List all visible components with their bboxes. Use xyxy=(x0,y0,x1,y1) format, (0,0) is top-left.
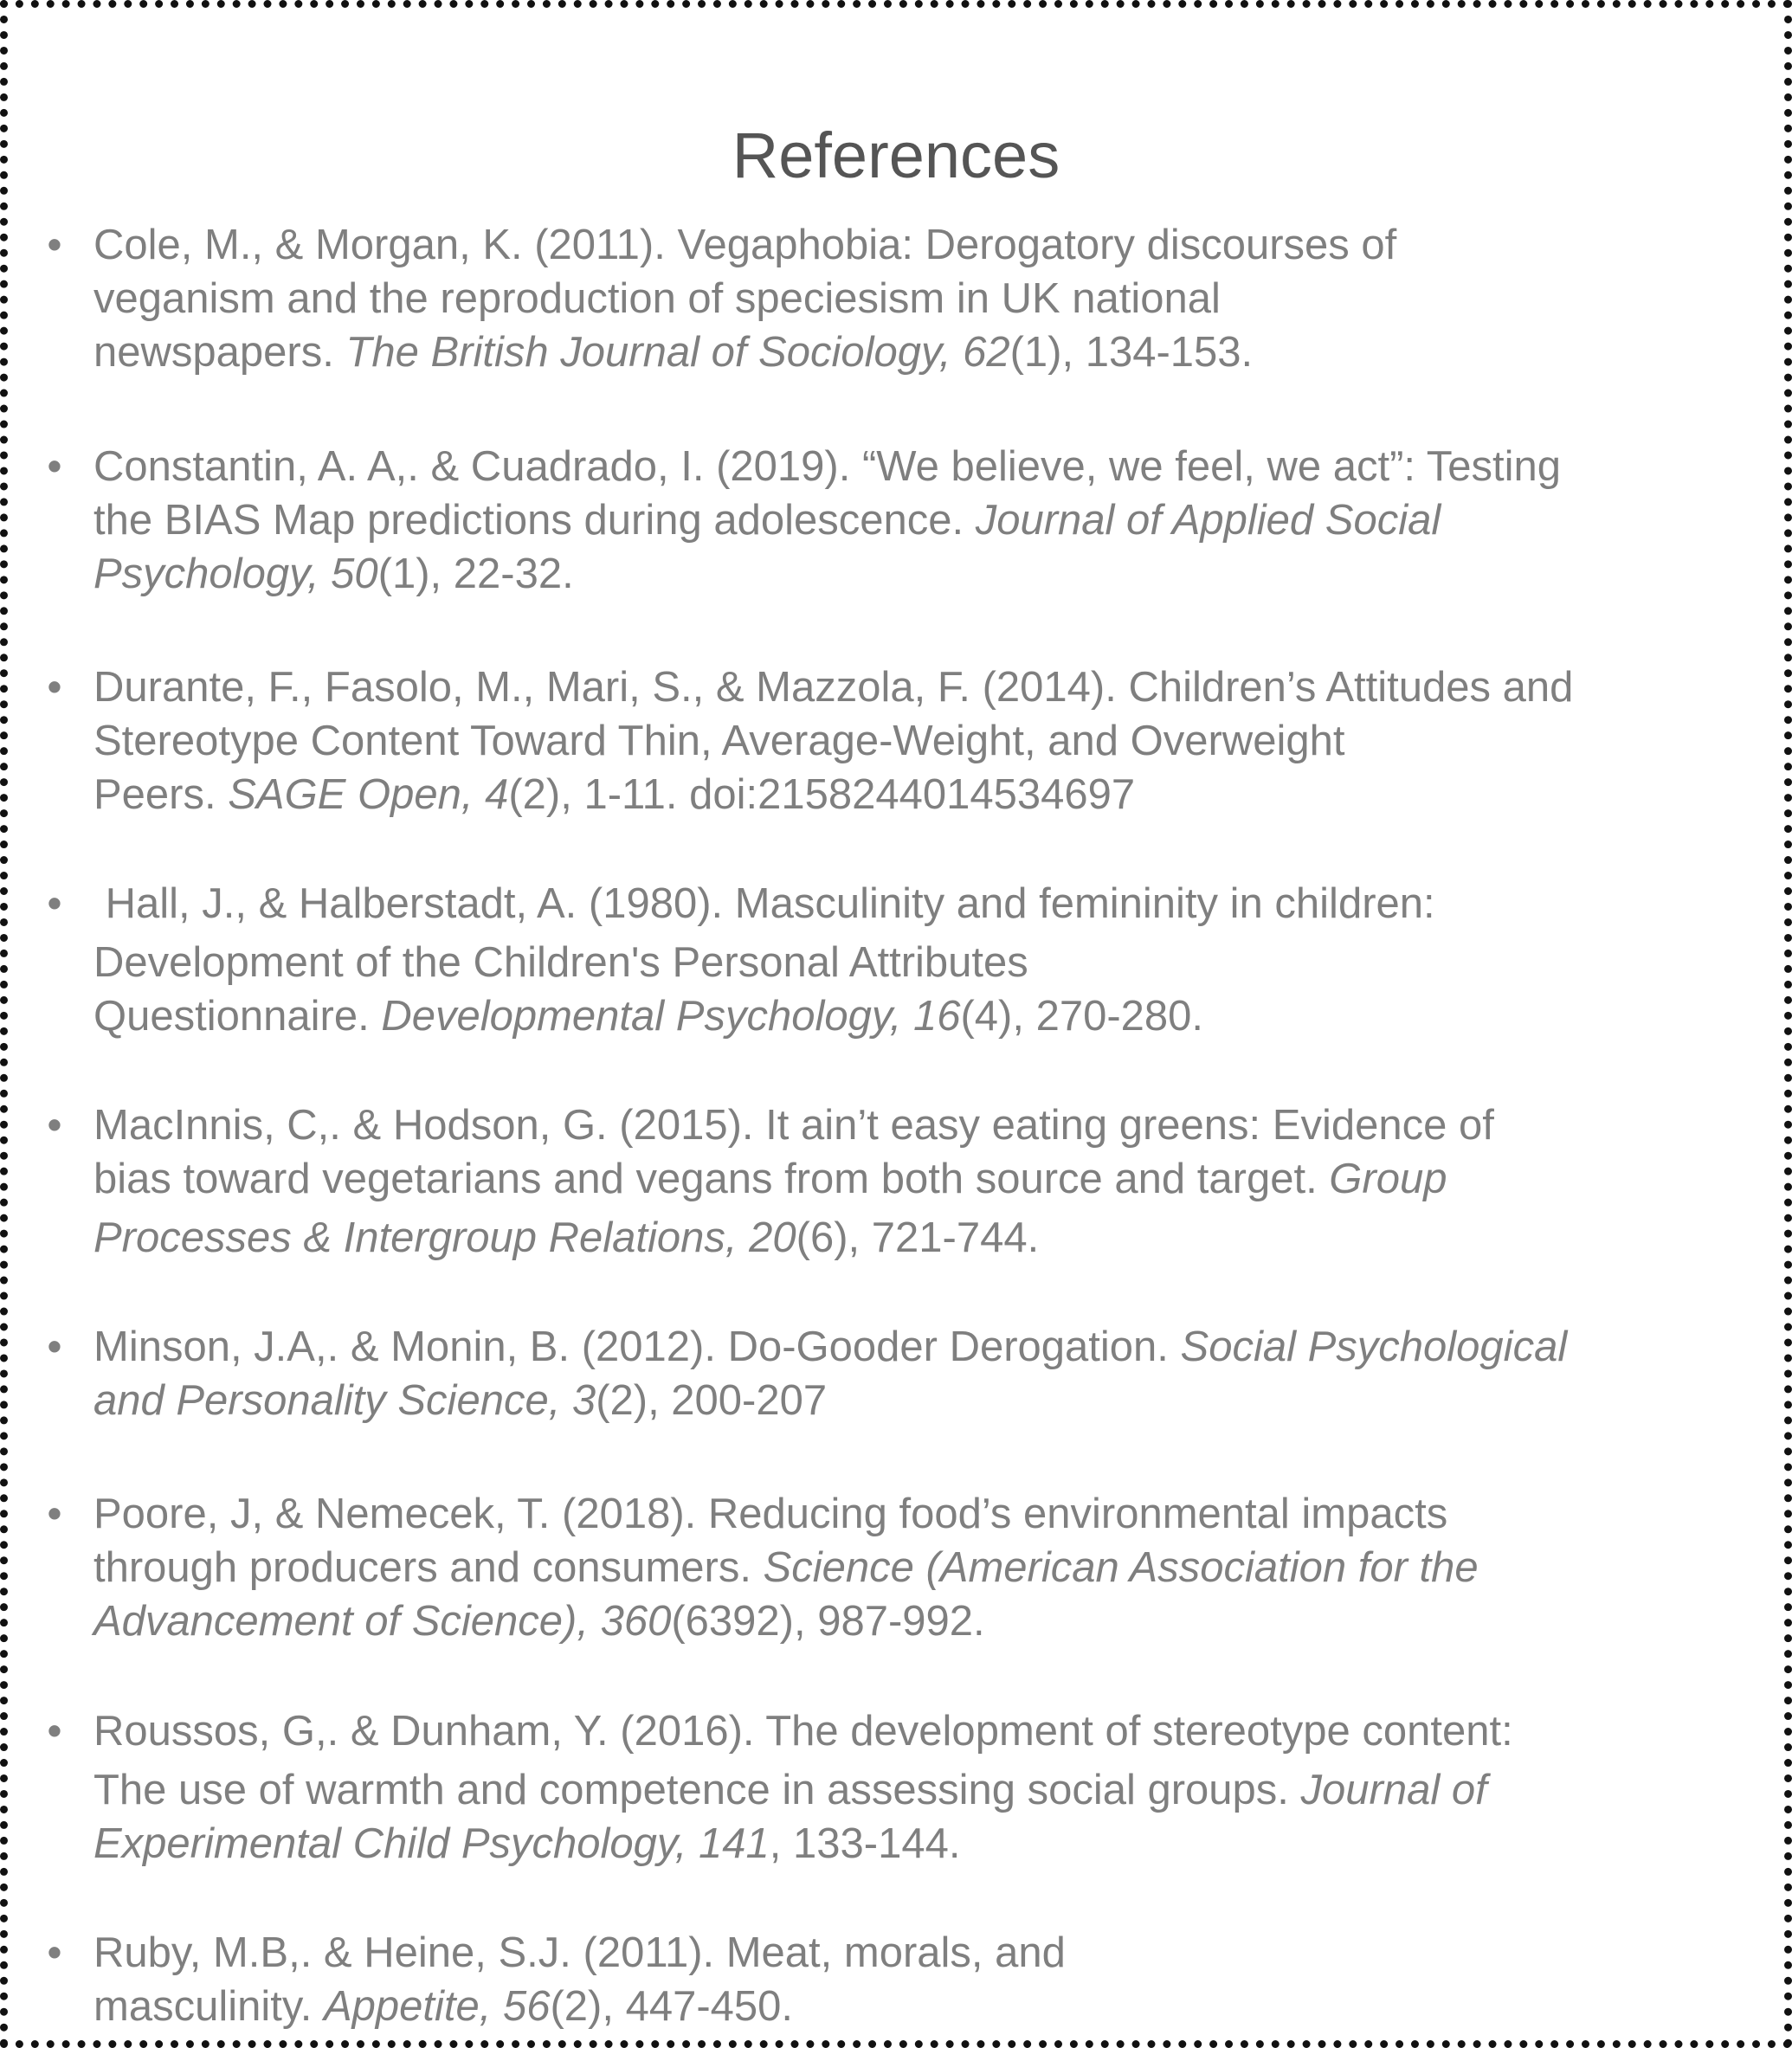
reference-line: Questionnaire. Developmental Psychology, 16(4), 270-280. xyxy=(93,993,1204,1040)
list-item xyxy=(47,218,1764,379)
reference-line: newspapers. The British Journal of Sociology, 62(1), 134-153. xyxy=(93,329,1254,376)
reference-line: Processes & Intergroup Relations, 20(6), 721-744. xyxy=(93,1214,1040,1261)
reference-line: Stereotype Content Toward Thin, Average-Weight, and Overweight xyxy=(93,718,1345,764)
list-item xyxy=(47,1487,1764,1648)
reference-line: MacInnis, C,. & Hodson, G. (2015). It ain’t easy eating greens: Evidence of xyxy=(93,1102,1494,1149)
reference-line: Advancement of Science), 360(6392), 987-992. xyxy=(93,1598,985,1645)
journal-title: Experimental Child Psychology, 141 xyxy=(93,1820,770,1867)
reference-line: Development of the Children's Personal Attributes xyxy=(93,939,1028,986)
list-item xyxy=(47,1098,1764,1265)
list-item xyxy=(47,1926,1764,2033)
reference-line: Cole, M., & Morgan, K. (2011). Vegaphobia: Derogatory discourses of xyxy=(93,222,1397,268)
journal-title: SAGE Open, 4 xyxy=(228,771,509,818)
list-item xyxy=(47,660,1764,821)
reference-line: veganism and the reproduction of speciesism in UK national xyxy=(93,275,1221,322)
reference-line: Hall, J., & Halberstadt, A. (1980). Masculinity and femininity in children: xyxy=(93,880,1435,927)
journal-title: Science (American Association for the xyxy=(763,1544,1479,1591)
bullet-icon: • xyxy=(47,1491,62,1537)
reference-line: Psychology, 50(1), 22-32. xyxy=(93,551,574,597)
list-item xyxy=(47,440,1764,601)
reference-line: Durante, F., Fasolo, M., Mari, S., & Mazzola, F. (2014). Children’s Attitudes and xyxy=(93,664,1574,711)
bullet-icon: • xyxy=(47,443,62,490)
reference-line: Poore, J, & Nemecek, T. (2018). Reducing food’s environmental impacts xyxy=(93,1491,1448,1537)
reference-line: Peers. SAGE Open, 4(2), 1-11. doi:2158244014534697 xyxy=(93,771,1136,818)
journal-title: Processes & Intergroup Relations, 20 xyxy=(93,1214,796,1261)
reference-line: Roussos, G,. & Dunham, Y. (2016). The development of stereotype content: xyxy=(93,1708,1513,1755)
reference-line: through producers and consumers. Science (American Association for the xyxy=(93,1544,1479,1591)
bullet-icon: • xyxy=(47,664,62,711)
journal-title: The British Journal of Sociology, 62 xyxy=(345,329,1010,376)
bullet-icon: • xyxy=(47,1323,62,1370)
reference-line: Constantin, A. A,. & Cuadrado, I. (2019). “We believe, we feel, we act”: Testing xyxy=(93,443,1562,490)
bullet-icon: • xyxy=(47,1102,62,1149)
journal-title: Group xyxy=(1329,1156,1447,1202)
reference-line: masculinity. Appetite, 56(2), 447-450. xyxy=(93,1983,794,2030)
journal-title: Developmental Psychology, 16 xyxy=(381,993,961,1040)
journal-title: Journal of xyxy=(1300,1767,1487,1813)
journal-title: and Personality Science, 3 xyxy=(93,1377,596,1424)
reference-line: and Personality Science, 3(2), 200-207 xyxy=(93,1377,828,1424)
bullet-icon: • xyxy=(47,1708,62,1755)
page-title: References xyxy=(732,119,1060,191)
journal-title: Psychology, 50 xyxy=(93,551,378,597)
reference-line: The use of warmth and competence in assessing social groups. Journal of xyxy=(93,1767,1487,1813)
journal-title: Advancement of Science), 360 xyxy=(93,1598,672,1645)
reference-line: the BIAS Map predictions during adolescence. Journal of Applied Social xyxy=(93,497,1441,544)
reference-line: bias toward vegetarians and vegans from both source and target. Group xyxy=(93,1156,1447,1202)
reference-line: Experimental Child Psychology, 141, 133-144. xyxy=(93,1820,961,1867)
list-item xyxy=(47,1320,1764,1427)
bullet-icon: • xyxy=(47,222,62,268)
list-item xyxy=(47,1704,1764,1871)
journal-title: Journal of Applied Social xyxy=(975,497,1441,544)
journal-title: Appetite, 56 xyxy=(323,1983,551,2030)
journal-title: Social Psychological xyxy=(1180,1323,1568,1370)
reference-line: Ruby, M.B,. & Heine, S.J. (2011). Meat, morals, and xyxy=(93,1929,1066,1976)
bullet-icon: • xyxy=(47,880,62,927)
bullet-icon: • xyxy=(47,1929,62,1976)
reference-line: Minson, J.A,. & Monin, B. (2012). Do-Gooder Derogation. Social Psychological xyxy=(93,1323,1568,1370)
list-item xyxy=(47,877,1764,1043)
